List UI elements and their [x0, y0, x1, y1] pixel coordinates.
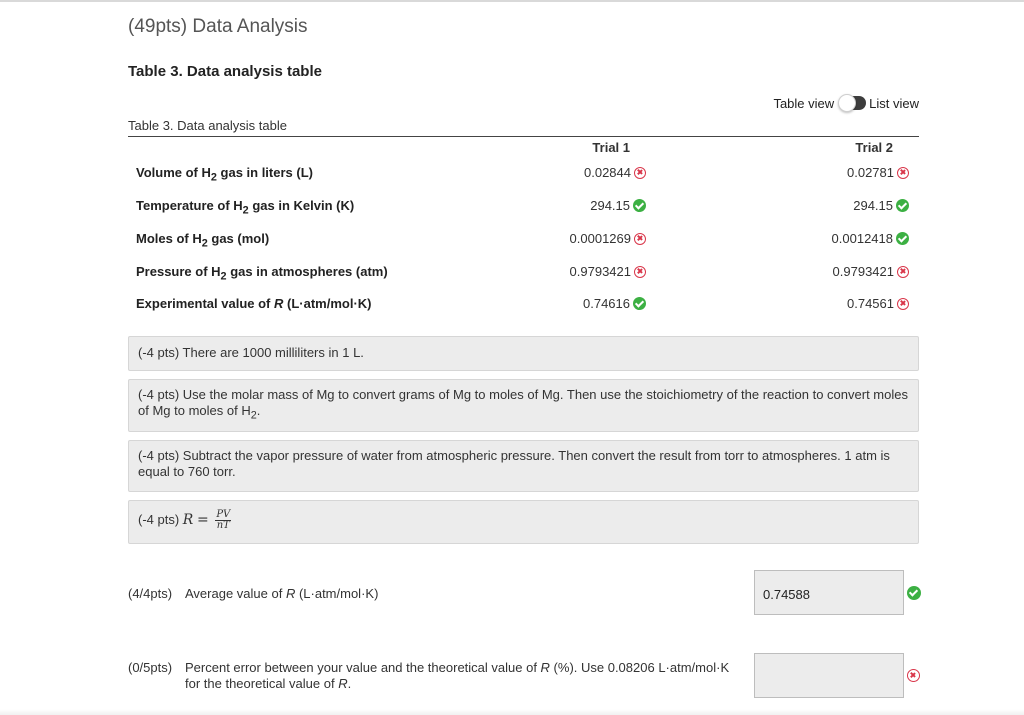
trial-2-value: 294.15 [853, 198, 909, 213]
trial-1-value: 0.9793421 [570, 264, 646, 279]
correct-check-icon [633, 199, 646, 212]
formula-equals: = [196, 511, 209, 528]
table-row [128, 190, 919, 222]
incorrect-icon [897, 298, 909, 310]
correct-check-icon [633, 297, 646, 310]
list-view-label[interactable]: List view [869, 95, 919, 111]
table-row [128, 256, 919, 288]
table-top-rule [128, 136, 919, 137]
row-label: Experimental value of R (L·atm/mol·K) [136, 296, 372, 311]
row-label: Temperature of $H_2$ gas in Kelvin (K) [136, 198, 355, 217]
question-points: (0/5pts) [128, 660, 173, 675]
incorrect-icon [634, 266, 646, 278]
hint-text: (-4 pts) There are 1000 milliliters in 1 L. [138, 345, 364, 360]
trial-1-value: 0.02844 [584, 165, 646, 180]
top-divider [0, 0, 1024, 2]
view-toggle-switch[interactable] [838, 95, 866, 111]
row-label: Volume of $H_2$ gas in liters (L) [136, 165, 313, 184]
table-row [128, 157, 919, 189]
formula-numerator: PV [216, 509, 231, 520]
table-heading: Table 3. Data analysis table [128, 63, 322, 80]
question-average-r: (4/4pts) Average value of R (L·atm/mol·K) [128, 586, 379, 601]
section-title: (49pts) Data Analysis [128, 16, 308, 37]
trial-2-value: 0.0012418 [832, 231, 909, 246]
trial-1-value: 294.15 [590, 198, 646, 213]
table-caption: Table 3. Data analysis table [128, 118, 287, 133]
hint-box-volume [128, 336, 919, 371]
correct-check-icon [896, 232, 909, 245]
percent-error-input[interactable] [754, 653, 904, 698]
hint-text: (-4 pts) Use the molar mass of Mg to convert grams of Mg to moles of Mg. Then use the stoichiometry of the reaction to convert moles of Mg to moles of $H_2$. [138, 387, 908, 422]
hint-box-formula [128, 500, 919, 544]
table-row [128, 223, 919, 255]
question-percent-error: (0/5pts) Percent error between your value and the theoretical value of R (%). Use 0.08206 L·atm/mol·K for the theoretical value of R. [128, 660, 730, 691]
incorrect-icon [897, 266, 909, 278]
hint-text: (-4 pts) Subtract the vapor pressure of water from atmospheric pressure. Then convert the result from torr to atmospheres. 1 atm is equal to 760 torr. [138, 448, 890, 479]
view-toggle [773, 95, 919, 111]
hint-box-pressure [128, 440, 919, 492]
incorrect-icon [897, 167, 909, 179]
formula-lhs: R [182, 511, 194, 528]
hint-box-moles [128, 379, 919, 432]
formula-denominator: nT [216, 520, 230, 531]
table-row [128, 288, 919, 320]
question-points: (4/4pts) [128, 586, 173, 601]
table-view-label[interactable]: Table view [773, 95, 835, 111]
correct-check-icon [907, 586, 921, 600]
hint-points: (-4 pts) [138, 511, 180, 527]
incorrect-icon [634, 167, 646, 179]
row-label: Pressure of $H_2$ gas in atmospheres (atm) [136, 264, 388, 283]
trial-2-value: 0.9793421 [833, 264, 909, 279]
row-label: Moles of $H_2$ gas (mol) [136, 231, 270, 250]
trial-1-value: 0.74616 [583, 296, 646, 311]
column-header-trial-1: Trial 1 [592, 140, 630, 155]
incorrect-icon [907, 669, 920, 682]
average-r-input[interactable]: 0.74588 [754, 570, 904, 615]
formula-fraction [215, 510, 231, 531]
column-header-trial-2: Trial 2 [855, 140, 893, 155]
incorrect-icon [634, 233, 646, 245]
trial-2-value: 0.02781 [847, 165, 909, 180]
correct-check-icon [896, 199, 909, 212]
trial-2-value: 0.74561 [847, 296, 909, 311]
bottom-shadow [0, 709, 1024, 715]
trial-1-value: 0.0001269 [570, 231, 646, 246]
